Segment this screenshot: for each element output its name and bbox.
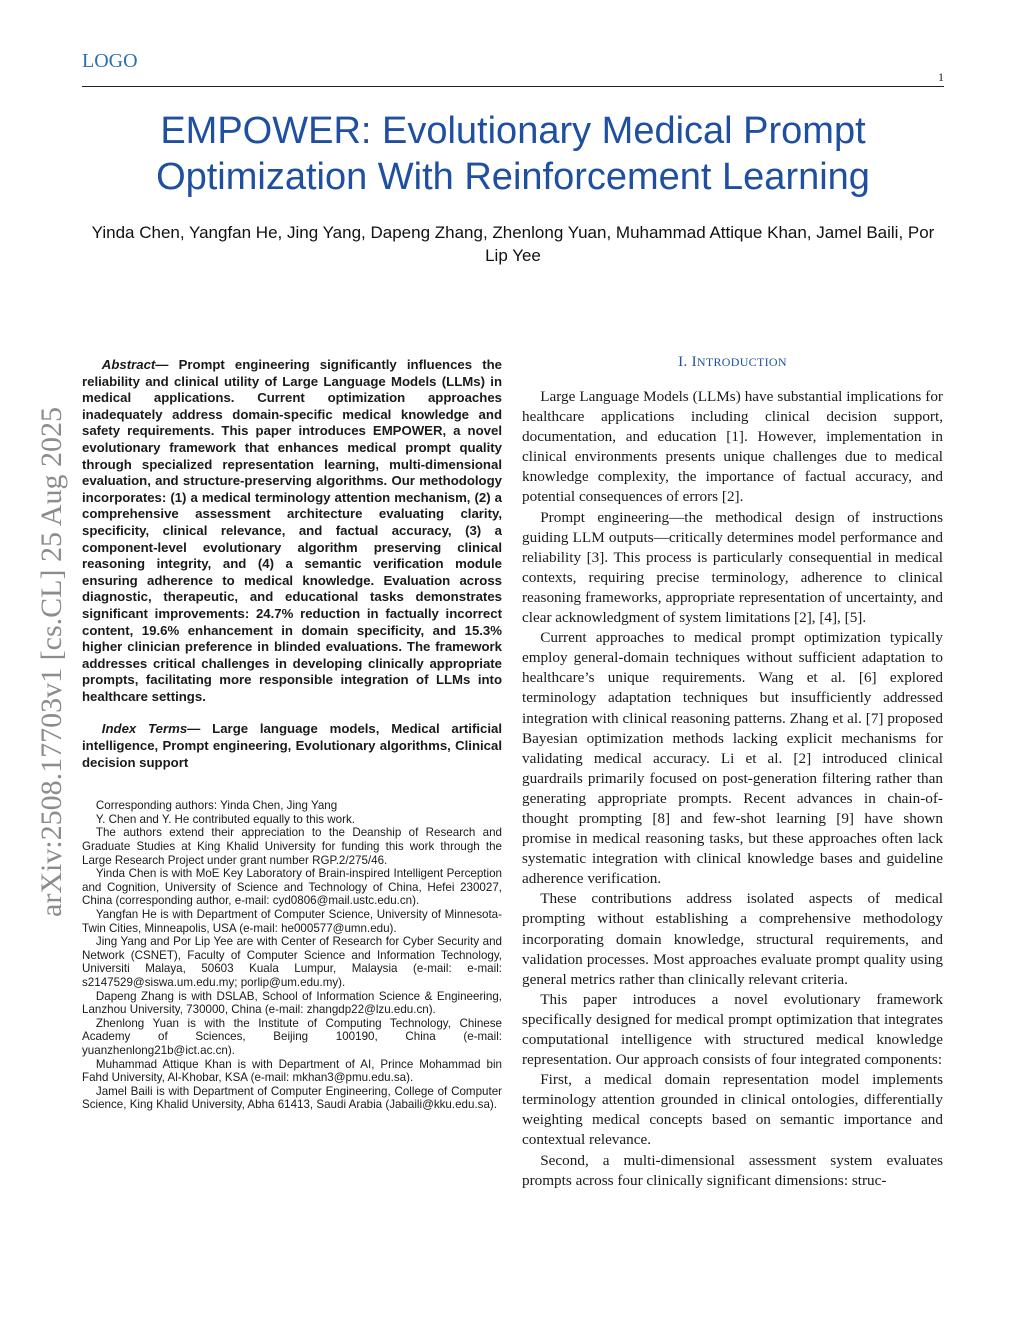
intro-paragraph: This paper introduces a novel evolutionary framework specifically designed for medical prompt optimization that integrates computational intelligence with structured medical knowledge representation. Our approach consists of four integrated components:: [522, 990, 943, 1069]
index-terms-text: Large language models, Medical artificial intelligence, Prompt engineering, Evolutionary algorithms, Clinical decision support: [82, 721, 503, 770]
footnote-affiliation: Muhammad Attique Khan is with Department of AI, Prince Mohammad bin Fahd University, Al-Khobar, KSA (e-mail: mkhan3@pmu.edu.sa).: [82, 1057, 502, 1085]
arxiv-stamp: arXiv:2508.17703v1 [cs.CL] 25 Aug 2025: [35, 407, 68, 917]
page-number: 1: [938, 70, 944, 84]
index-terms-label: Index Terms: [101, 721, 188, 737]
section-heading-rest: NTRODUCTION: [696, 355, 787, 369]
right-column: [522, 354, 943, 1191]
intro-paragraph: Large Language Models (LLMs) have substantial implications for healthcare applications including clinical decision support, documentation, and education [1]. However, implementation in clinical environments presents unique challenges due to medical knowledge complexity, the importance of factual accuracy, and potential consequences of errors [2].: [522, 388, 943, 506]
footnote-affiliation: Dapeng Zhang is with DSLAB, School of Information Science & Engineering, Lanzhou University, 730000, China (e-mail: zhangdp22@lzu.edu.cn).: [82, 989, 502, 1017]
intro-paragraph: Current approaches to medical prompt optimization typically employ general-domain techniques without sufficient adaptation to healthcare’s unique requirements. Wang et al. [6] explored terminology adaptation techniques but insufficiently addressed integration with clinical reasoning patterns. Zhang et al. [7] proposed Bayesian optimization methods lacking explicit mechanisms for validating medical accuracy. Li et al. [2] introduced clinical guardrails primarily focused on post-generation filtering rather than generating appropriate prompts. Recent advances in chain-of-thought prompting [8] and few-shot learning [9] have shown promise in medical reasoning tasks, but these approaches often lack systematic integration with clinical knowledge bases and guideline adherence verification.: [522, 629, 943, 888]
footnote-affiliation: Zhenlong Yuan is with the Institute of Computing Technology, Chinese Academy of Sciences, Beijing 100190, China (e-mail: yuanzhenlong21b@ict.ac.cn).: [82, 1016, 502, 1057]
section-heading-introduction: [522, 354, 943, 371]
section-numeral: I.: [678, 354, 688, 370]
intro-paragraph: Second, a multi-dimensional assessment system evaluates prompts across four clinically significant dimensions: struc-: [522, 1151, 943, 1189]
footnote-affiliation: Jing Yang and Por Lip Yee are with Center of Research for Cyber Security and Network (CSNET), Faculty of Computer Science and Information Technology, Universiti Malaya, 50603 Kuala Lumpur, Malaysia (e-mail: e-mail: s2147529@siswa.um.edu.my; porlip@um.edu.my).: [82, 935, 502, 989]
footnote-affiliation: Yinda Chen is with MoE Key Laboratory of Brain-inspired Intelligent Perception and Cognition, University of Science and Technology of China, Hefei 230027, China (corresponding author, e-mail: cyd0806@mail.ustc.edu.cn).: [82, 867, 502, 908]
footnote-corresponding: Corresponding authors: Yinda Chen, Jing Yang: [95, 799, 338, 813]
intro-paragraph: These contributions address isolated aspects of medical prompting without establishing a comprehensive methodology incorporating domain knowledge, structural requirements, and validation processes. Most approaches evaluate prompt quality using general metrics rather than clinically relevant criteria.: [522, 890, 943, 988]
paper-title: EMPOWER: Evolutionary Medical Prompt Optimization With Reinforcement Learning: [156, 110, 870, 199]
abstract-text: Prompt engineering significantly influences the reliability and clinical utility of Large Language Models (LLMs) in medical applications. Current optimization approaches inadequately address domain-specific medical knowledge and safety requirements. This paper introduces EMPOWER, a novel evolutionary framework that enhances medical prompt quality through specialized representation learning, multi-dimensional evaluation, and structure-preserving algorithms. Our methodology incorporates: (1) a medical terminology attention mechanism, (2) a comprehensive assessment architecture evaluating clarity, specificity, clinical relevance, and factual accuracy, (3) a component-level evolutionary algorithm preserving clinical reasoning integrity, and (4) a semantic verification module ensuring adherence to medical knowledge. Evaluation across diagnostic, therapeutic, and educational tasks demonstrates significant improvements: 24.7% reduction in factually incorrect content, 19.6% enhancement in domain specificity, and 15.3% higher clinician preference in blinded evaluations. The framework addresses critical challenges in developing clinically appropriate prompts, facilitating more responsible integration of LLMs into healthcare settings.: [82, 357, 502, 704]
intro-paragraph: Prompt engineering—the methodical design of instructions guiding LLM outputs—critically determines model performance and reliability [3]. This process is particularly consequential in medical contexts, requiring precise terminology, adherence to clinical reasoning frameworks, appropriate representation of uncertainty, and clear acknowledgment of system limitations [2], [4], [5].: [522, 508, 943, 627]
header-rule: [82, 86, 944, 87]
footnote-equal-contribution: Y. Chen and Y. He contributed equally to this work.: [95, 812, 355, 826]
footnote-funding: The authors extend their appreciation to the Deanship of Research and Graduate Studies at King Khalid University for funding this work through the Large Research Project under grant number RGP.2/275/46.: [82, 826, 502, 867]
abstract-label: Abstract: [101, 357, 156, 372]
footnotes: [82, 799, 502, 1112]
index-terms: Index Terms— Large language models, Medical artificial intelligence, Prompt engineering, Evolutionary algorithms, Clinical decision support: [82, 721, 503, 770]
journal-logo: LOGO: [82, 50, 138, 72]
footnote-affiliation: Yangfan He is with Department of Computer Science, University of Minnesota-Twin Cities, Minneapolis, USA (e-mail: he000577@umn.edu).: [82, 908, 502, 935]
abstract: Abstract— Prompt engineering significantly influences the reliability and clinical utility of Large Language Models (LLMs) in medical applications. Current optimization approaches inadequately address domain-specific medical knowledge and safety requirements. This paper introduces EMPOWER, a novel evolutionary framework that enhances medical prompt quality through specialized representation learning, multi-dimensional evaluation, and structure-preserving algorithms. Our methodology incorporates: (1) a medical terminology attention mechanism, (2) a comprehensive assessment architecture evaluating clarity, specificity, clinical relevance, and factual accuracy, (3) a component-level evolutionary algorithm preserving clinical reasoning integrity, and (4) a semantic verification module ensuring adherence to medical knowledge. Evaluation across diagnostic, therapeutic, and educational tasks demonstrates significant improvements: 24.7% reduction in factually incorrect content, 19.6% enhancement in domain specificity, and 15.3% higher clinician preference in blinded evaluations. The framework addresses critical challenges in developing clinically appropriate prompts, facilitating more responsible integration of LLMs into healthcare settings.: [82, 357, 502, 704]
author-list: Yinda Chen, Yangfan He, Jing Yang, Dapeng Zhang, Zhenlong Yuan, Muhammad Attique Khan, Jamel Baili, Por Lip Yee: [91, 223, 935, 265]
left-column: [82, 357, 502, 1112]
footnote-affiliation: Jamel Baili is with Department of Computer Engineering, College of Computer Science, King Khalid University, Abha 61413, Saudi Arabia (Jabaili@kku.edu.sa).: [82, 1084, 502, 1112]
intro-paragraph: First, a medical domain representation model implements terminology attention grounded in clinical ontologies, differentially weighting medical concepts based on semantic importance and contextual relevance.: [522, 1071, 943, 1149]
section-heading-initial: I: [691, 354, 697, 370]
